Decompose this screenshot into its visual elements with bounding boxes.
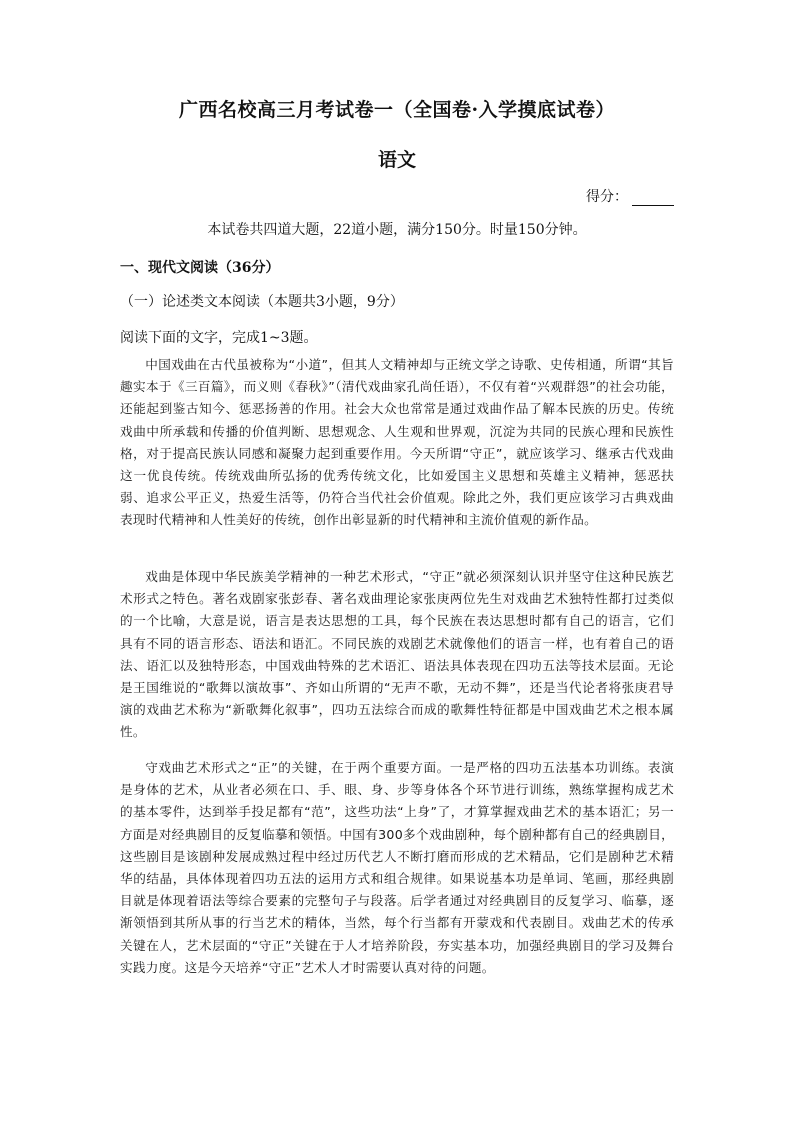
score-field xyxy=(586,186,674,206)
exam-intro: 本试卷共四道大题，22道小题，满分150分。时量150分钟。 xyxy=(207,222,587,238)
passage-paragraph: 中国戏曲在古代虽被称为“小道”，但其人文精神却与正统文学之诗歌、史传相通，所谓“其旨趣实本于《三百篇》，而义则《春秋》”（清代戏曲家孔尚任语），不仅有着“兴观群怨”的社会功能，还能起到鉴古知今、惩恶扬善的作用。社会大众也常常是通过戏曲作品了解本民族的历史。传统戏曲中所承载和传播的价值判断、思想观念、人生观和世界观，沉淀为共同的民族心理和民族性格，对于提高民族认同感和凝聚力起到重要作用。今天所谓“守正”，就应该学习、继承古代戏曲这一优良传统。传统戏曲所弘扬的优秀传统文化，比如爱国主义思想和英雄主义精神，惩恶扶弱、追求公平正义，热爱生活等，仍符合当代社会价值观。除此之外，我们更应该学习古典戏曲表现时代精神和人性美好的传统，创作出彰显新的时代精神和主流价值观的新作品。 xyxy=(120,357,674,528)
reading-instruction: 阅读下面的文字，完成1~3题。 xyxy=(120,330,318,346)
score-blank xyxy=(632,191,674,206)
exam-title: 广西名校高三月考试卷一（全国卷·入学摸底试卷） xyxy=(178,99,616,121)
passage-paragraph: 戏曲是体现中华民族美学精神的一种艺术形式，“守正”就必须深刻认识并坚守住这种民族艺术形式之特色。著名戏剧家张彭春、著名戏曲理论家张庚两位先生对戏曲艺术独特性都打过类似的一个比喻，大意是说，语言是表达思想的工具，每个民族在表达思想时都有自己的语言，它们具有不同的语言形态、语法和语汇。不同民族的戏剧艺术就像他们的语言一样，也有着自己的语法、语汇以及独特形态，中国戏曲特殊的艺术语汇、语法具体表现在四功五法等技术层面。无论是王国维说的“歌舞以演故事”、齐如山所谓的“无声不歌，无动不舞”，还是当代论者将张庚君导演的戏曲艺术称为“新歌舞化叙事”，四功五法综合而成的歌舞性特征都是中国戏曲艺术之根本属性。 xyxy=(120,569,674,740)
subject-title: 语文 xyxy=(377,149,416,171)
part-heading: （一）论述类文本阅读（本题共3小题，9分） xyxy=(120,294,404,310)
score-label: 得分： xyxy=(586,189,628,205)
section-heading: 一、现代文阅读（36分） xyxy=(120,260,280,276)
passage-paragraph: 守戏曲艺术形式之“正”的关键，在于两个重要方面。一是严格的四功五法基本功训练。表演是身体的艺术，从业者必须在口、手、眼、身、步等身体各个环节进行训练，熟练掌握构成艺术的基本零件，达到举手投足都有“范”，这些功法“上身”了，才算掌握戏曲艺术的基本语汇；另一方面是对经典剧目的反复临摹和领悟。中国有300多个戏曲剧种，每个剧种都有自己的经典剧目，这些剧目是该剧种发展成熟过程中经过历代艺人不断打磨而形成的艺术精品，它们是剧种艺术精华的结晶，具体体现着四功五法的运用方式和组合规律。如果说基本功是单词、笔画，那经典剧目就是体现着语法等综合要素的完整句子与段落。后学者通过对经典剧目的反复学习、临摹，逐渐领悟到其所从事的行当艺术的精体，当然，每个行当都有开蒙戏和代表剧目。戏曲艺术的传承关键在人，艺术层面的“守正”关键在于人才培养阶段，夯实基本功，加强经典剧目的学习及舞台实践力度。这是今天培养“守正”艺术人才时需要认真对待的问题。 xyxy=(120,760,674,975)
